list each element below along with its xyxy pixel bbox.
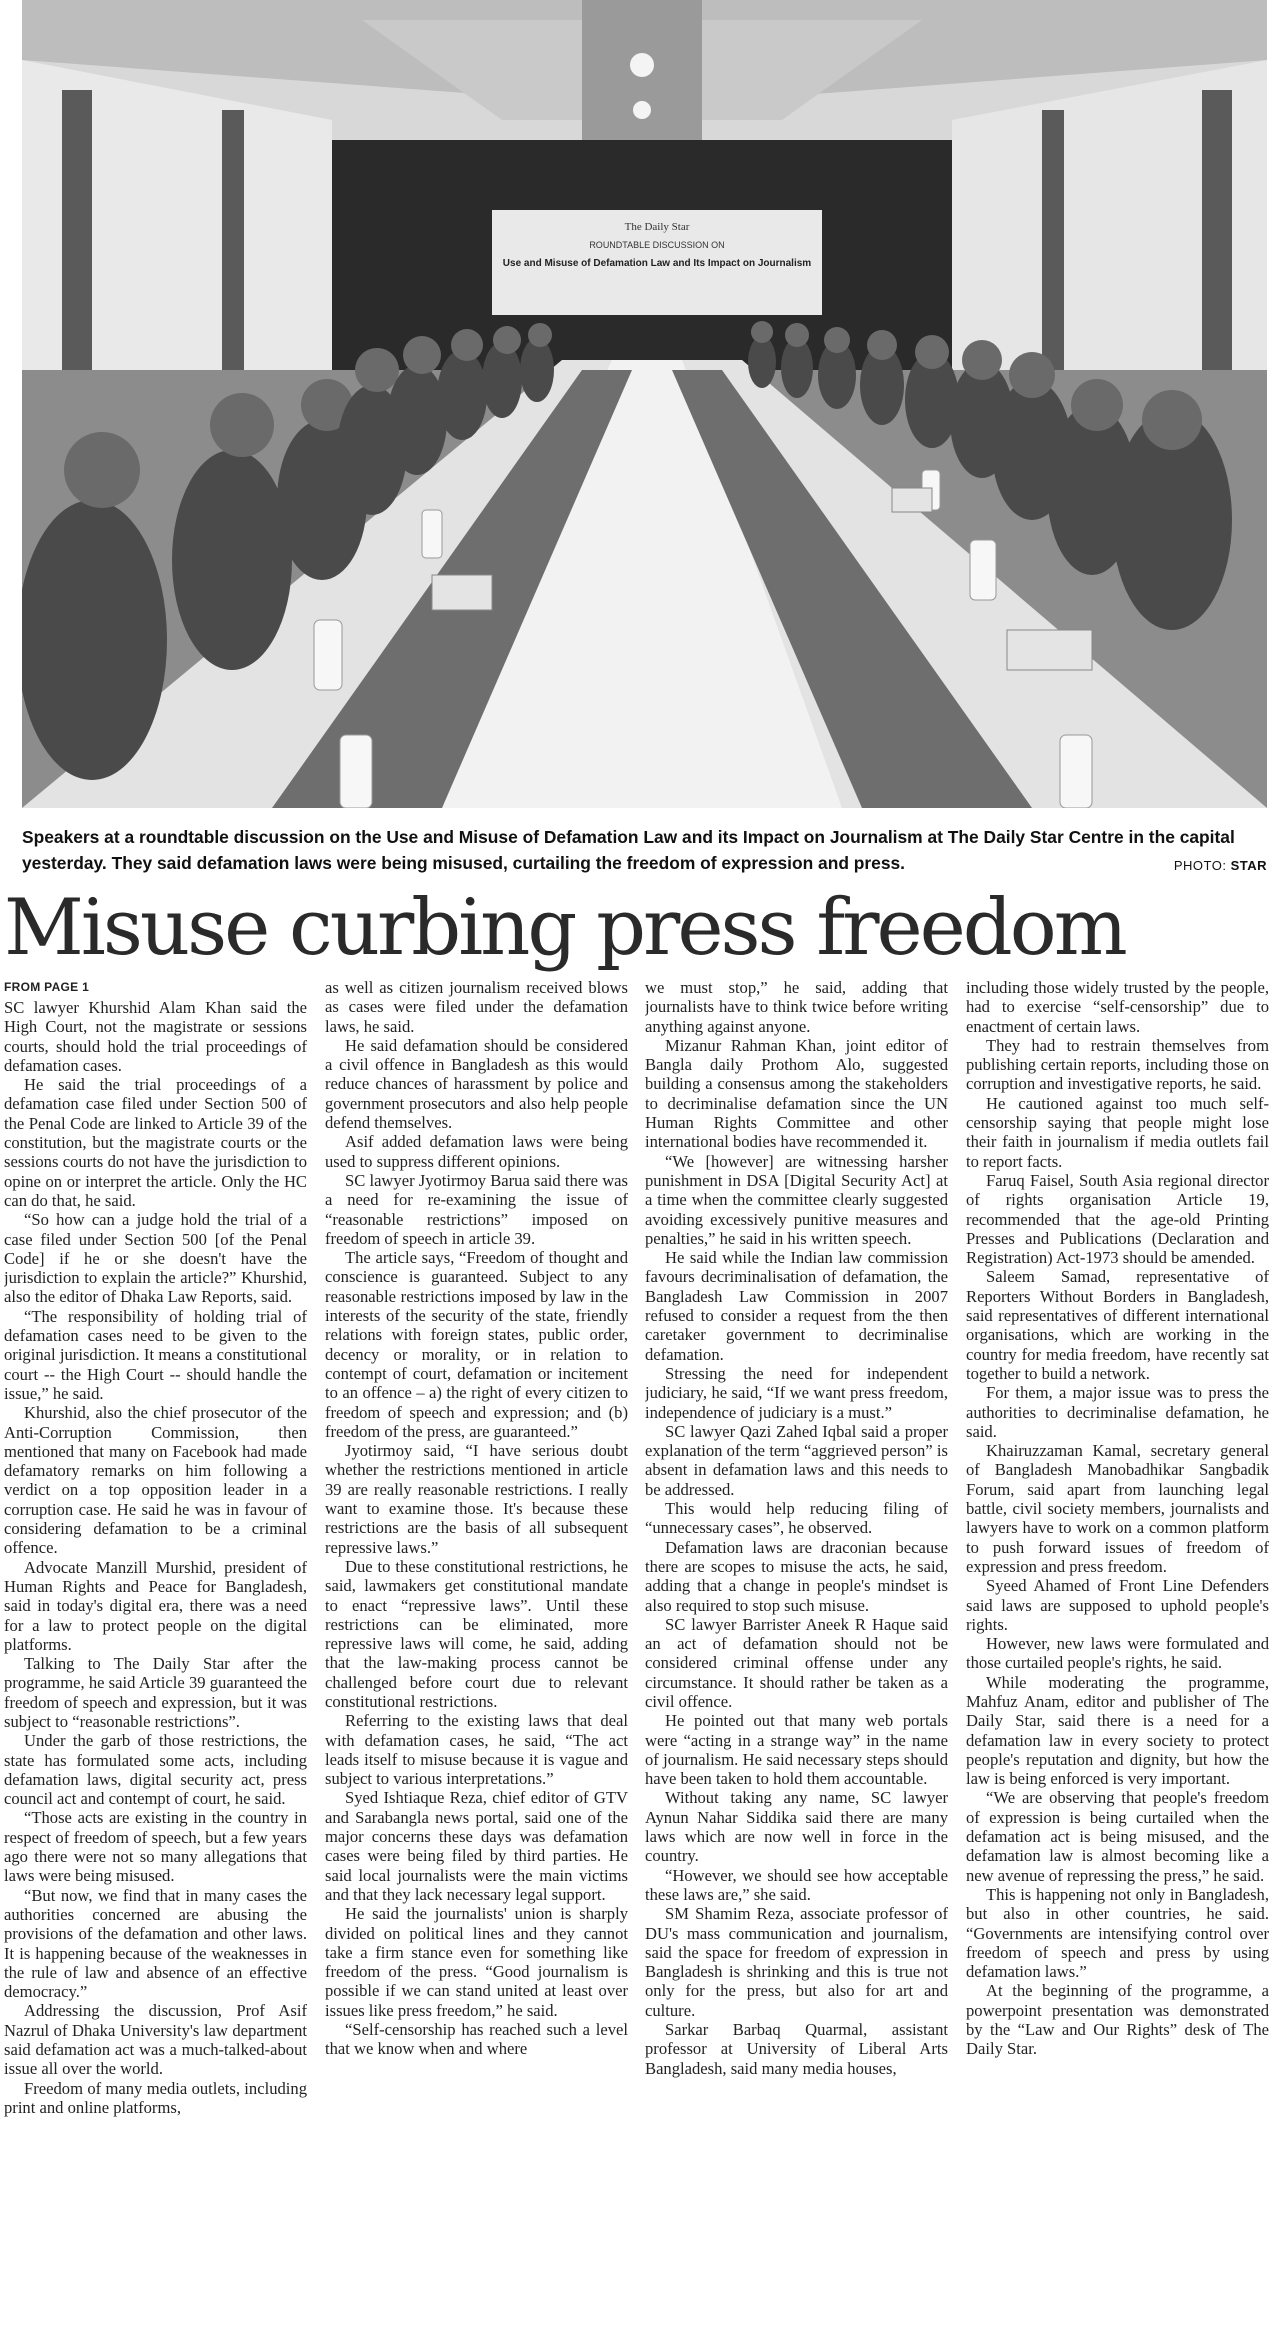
paragraph: Stressing the need for independent judiciary, he said, “If we want press freedom, independence of judiciary is a must.” xyxy=(645,1363,948,1422)
paragraph: This would help reducing filing of “unnecessary cases”, he observed. xyxy=(645,1499,948,1538)
paragraph: SC lawyer Qazi Zahed Iqbal said a proper explanation of the term “aggrieved person” is absent in defamation laws and this needs to be addressed. xyxy=(645,1421,948,1499)
continuation-kicker: FROM PAGE 1 xyxy=(4,980,90,994)
paragraph: Advocate Manzill Murshid, president of Human Rights and Peace for Bangladesh, said in today's digital era, there was a need for a law to protect people on the digital platforms. xyxy=(4,1557,307,1654)
paragraph: Under the garb of those restrictions, the state has formulated some acts, including defamation laws, digital security act, press council act and contempt of court, he said. xyxy=(4,1731,307,1809)
paragraph: “The responsibility of holding trial of defamation cases need to be given to the original jurisdiction. It means a constitutional court -- the High Court -- should handle the issue,” he said. xyxy=(4,1306,307,1403)
paragraph: Mizanur Rahman Khan, joint editor of Bangla daily Prothom Alo, suggested building a consensus among the stakeholders to decriminalise defamation since the UN Human Rights Committee and other international bodies have recommended it. xyxy=(645,1035,948,1152)
paragraph: Faruq Faisel, South Asia regional director of rights organisation Article 19, recommended that the age-old Printing Presses and Publications (Declaration and Registration) Act-1973 should be amended. xyxy=(966,1170,1269,1268)
paragraph: He pointed out that many web portals were “acting in a strange way” in the name of journalism. He said necessary steps should have been taken to hold them accountable. xyxy=(645,1711,948,1789)
paragraph: He cautioned against too much self-censorship saying that people might lose their faith in journalism if media outlets fail to report facts. xyxy=(966,1093,1269,1171)
paragraph: “Self-censorship has reached such a level that we know when and where xyxy=(325,2020,628,2059)
paragraph: Sarkar Barbaq Quarmal, assistant professor at University of Liberal Arts Bangladesh, said many media houses, xyxy=(645,2020,948,2078)
paragraph: Syeed Ahamed of Front Line Defenders said laws are supposed to uphold people's rights. xyxy=(966,1576,1269,1634)
headline: Misuse curbing press freedom xyxy=(4,883,1125,973)
paragraph: Khairuzzaman Kamal, secretary general of Bangladesh Manobadhikar Sangbadik Forum, said apart from launching legal battle, civil society members, journalists and lawyers have to work on a common platform to push forward issues of freedom of expression and press freedom. xyxy=(966,1441,1269,1576)
banner-brand: The Daily Star xyxy=(624,221,690,233)
photo-caption: Speakers at a roundtable discussion on the Use and Misuse of Defamation Law and its Impact on Journalism at The Daily Star Centre in the capital yesterday. They said defamation laws were being misused, curtailing the freedom of expression and press. xyxy=(22,827,1235,873)
paragraph: Defamation laws are draconian because there are scopes to misuse the acts, he said, adding that a change in people's mindset is also required to stop such misuse. xyxy=(645,1537,948,1615)
paragraph: SM Shamim Reza, associate professor of DU's mass communication and journalism, said the space for freedom of expression in Bangladesh is shrinking and this is true not only for the press, but also for art and culture. xyxy=(645,1904,948,2020)
roundtable-photo-illustration xyxy=(22,0,1267,808)
paragraph: He said the journalists' union is sharply divided on political lines and they cannot take a firm stance even for something like freedom of the press. “Good journalism is possible if we can stand united at least over issues like press freedom,” he said. xyxy=(325,1904,628,2020)
paragraph: This is happening not only in Bangladesh, but also in other countries, he said. “Governments are intensifying control over freedom of speech and press by using defamation laws.” xyxy=(966,1884,1269,1982)
paragraph: Jyotirmoy said, “I have serious doubt whether the restrictions mentioned in article 39 are really reasonable restrictions. I really want to examine those. It's because these restrictions are the basis of all subsequent repressive laws.” xyxy=(325,1441,628,1557)
paragraph: At the beginning of the programme, a powerpoint presentation was demonstrated by the “Law and Our Rights” desk of The Daily Star. xyxy=(966,1981,1269,2059)
paragraph: Syed Ishtiaque Reza, chief editor of GTV and Sarabangla news portal, said one of the major concerns these days was defamation cases were being filed by third parties. He said local journalists were the main victims and that they lack necessary legal support. xyxy=(325,1788,628,1904)
paragraph: Asif added defamation laws were being used to suppress different opinions. xyxy=(325,1132,628,1171)
paragraph: SC lawyer Khurshid Alam Khan said the High Court, not the magistrate or sessions courts, should hold the trial proceedings of defamation cases. xyxy=(4,998,307,1075)
paragraph: we must stop,” he said, adding that journalists have to think twice before writing anything against anyone. xyxy=(645,978,948,1036)
paragraph: “But now, we find that in many cases the authorities concerned are abusing the provisions of the defamation and other laws. It is happening because of the weaknesses in the rule of law and absence of an effective democracy.” xyxy=(4,1885,307,2002)
paragraph: Saleem Samad, representative of Reporters Without Borders in Bangladesh, said representatives of different international organisations, which are working in the country for media freedom, have recently sat together to build a network. xyxy=(966,1267,1269,1383)
paragraph: The article says, “Freedom of thought and conscience is guaranteed. Subject to any reasonable restrictions imposed by law in the interests of the security of the state, friendly relations with foreign states, public order, decency or morality, or in relation to contempt of court, defamation or incitement to an offence – a) the right of every citizen to freedom of speech and expression; and (b) freedom of the press, are guaranteed.” xyxy=(325,1248,628,1441)
paragraph: He said while the Indian law commission favours decriminalisation of defamation, the Bangladesh Law Commission in 2007 refused to consider a request from the then caretaker government to decriminalise defamation. xyxy=(645,1248,948,1364)
paragraph: including those widely trusted by the people, had to exercise “self-censorship” due to enactment of certain laws. xyxy=(966,978,1269,1036)
paragraph: For them, a major issue was to press the authorities to decriminalise defamation, he said. xyxy=(966,1383,1269,1441)
banner-kicker: ROUNDTABLE DISCUSSION ON xyxy=(589,240,725,250)
paragraph: Referring to the existing laws that deal with defamation cases, he said, “The act leads itself to misuse because it is vague and subject to various interpretations.” xyxy=(325,1711,628,1789)
paragraph: Freedom of many media outlets, including print and online platforms, xyxy=(4,2078,307,2117)
paragraph: Khurshid, also the chief prosecutor of the Anti-Corruption Commission, then mentioned that many on Facebook had made defamatory remarks on him following a verdict on a top opposition leader in a corruption case. He said he was in favour of considering defamation to be a criminal offence. xyxy=(4,1403,307,1558)
credit-name: STAR xyxy=(1230,858,1267,873)
paragraph: However, new laws were formulated and those curtailed people's rights, he said. xyxy=(966,1634,1269,1673)
paragraph: They had to restrain themselves from publishing certain reports, including those on corruption and investigative reports, he said. xyxy=(966,1035,1269,1094)
article-column-2 xyxy=(325,978,628,2340)
paragraph: While moderating the programme, Mahfuz Anam, editor and publisher of The Daily Star, said there is a need for a defamation law in every society to protect people's reputation and dignity, but how the law is being enforced is very important. xyxy=(966,1672,1269,1789)
paragraph: SC lawyer Barrister Aneek R Haque said an act of defamation should not be considered criminal offense under any circumstance. It should rather be taken as a civil offence. xyxy=(645,1614,948,1711)
paragraph: He said the trial proceedings of a defamation case filed under Section 500 of the Penal Code are linked to Article 39 of the constitution, but the magistrate courts or the sessions courts do not have the jurisdiction to opine on or interpret the article. Only the HC can do that, he said. xyxy=(4,1075,307,1210)
paragraph: “So how can a judge hold the trial of a case filed under Section 500 [of the Penal Code] if he or she doesn't have the jurisdiction to explain the article?” Khurshid, also the editor of Dhaka Law Reports, said. xyxy=(4,1210,307,1307)
paragraph: Due to these constitutional restrictions, he said, lawmakers get constitutional mandate to enact “repressive laws”. Until these restrictions can be eliminated, more repressive laws will come, he said, adding that the law-making process cannot be challenged before court due to relevant constitutional restrictions. xyxy=(325,1556,628,1711)
paragraph: as well as citizen journalism received blows as cases were filed under the defamation laws, he said. xyxy=(325,978,628,1036)
paragraph: He said defamation should be considered a civil offence in Bangladesh as this would reduce chances of harassment by police and government prosecutors and also help people defend themselves. xyxy=(325,1035,628,1133)
paragraph: SC lawyer Jyotirmoy Barua said there was a need for re-examining the issue of “reasonable restrictions” imposed on freedom of speech in article 39. xyxy=(325,1170,628,1248)
credit-label: PHOTO: xyxy=(1173,858,1227,873)
paragraph: “We are observing that people's freedom of expression is being curtailed when the defamation act is being misused, and the defamation law is almost becoming like a new avenue of repressing the press,” he said. xyxy=(966,1788,1269,1885)
article-column-3 xyxy=(645,978,948,2340)
paragraph: Talking to The Daily Star after the programme, he said Article 39 guaranteed the freedom of speech and expression, but it was subject to “reasonable restrictions”. xyxy=(4,1654,307,1731)
paragraph: “Those acts are existing in the country in respect of freedom of speech, but a few years ago there were not so many allegations that laws were being misused. xyxy=(4,1808,307,1886)
article-column-4 xyxy=(966,978,1269,2340)
photo-credit xyxy=(1174,858,1267,873)
paragraph: “We [however] are witnessing harsher punishment in DSA [Digital Security Act] at a time when the committee clearly suggested avoiding excessively punitive measures and penalties,” he said in his written speech. xyxy=(645,1151,948,1248)
paragraph: Addressing the discussion, Prof Asif Nazrul of Dhaka University's law department said defamation act was a much-talked-about issue all over the world. xyxy=(4,2001,307,2079)
banner-title: Use and Misuse of Defamation Law and Its Impact on Journalism xyxy=(502,258,812,269)
paragraph: “However, we should see how acceptable these laws are,” she said. xyxy=(645,1865,948,1904)
article-column-1 xyxy=(4,978,307,2340)
news-photo xyxy=(22,0,1267,808)
paragraph: Without taking any name, SC lawyer Aynun Nahar Siddika said there are many laws which are now well in force in the country. xyxy=(645,1788,948,1866)
